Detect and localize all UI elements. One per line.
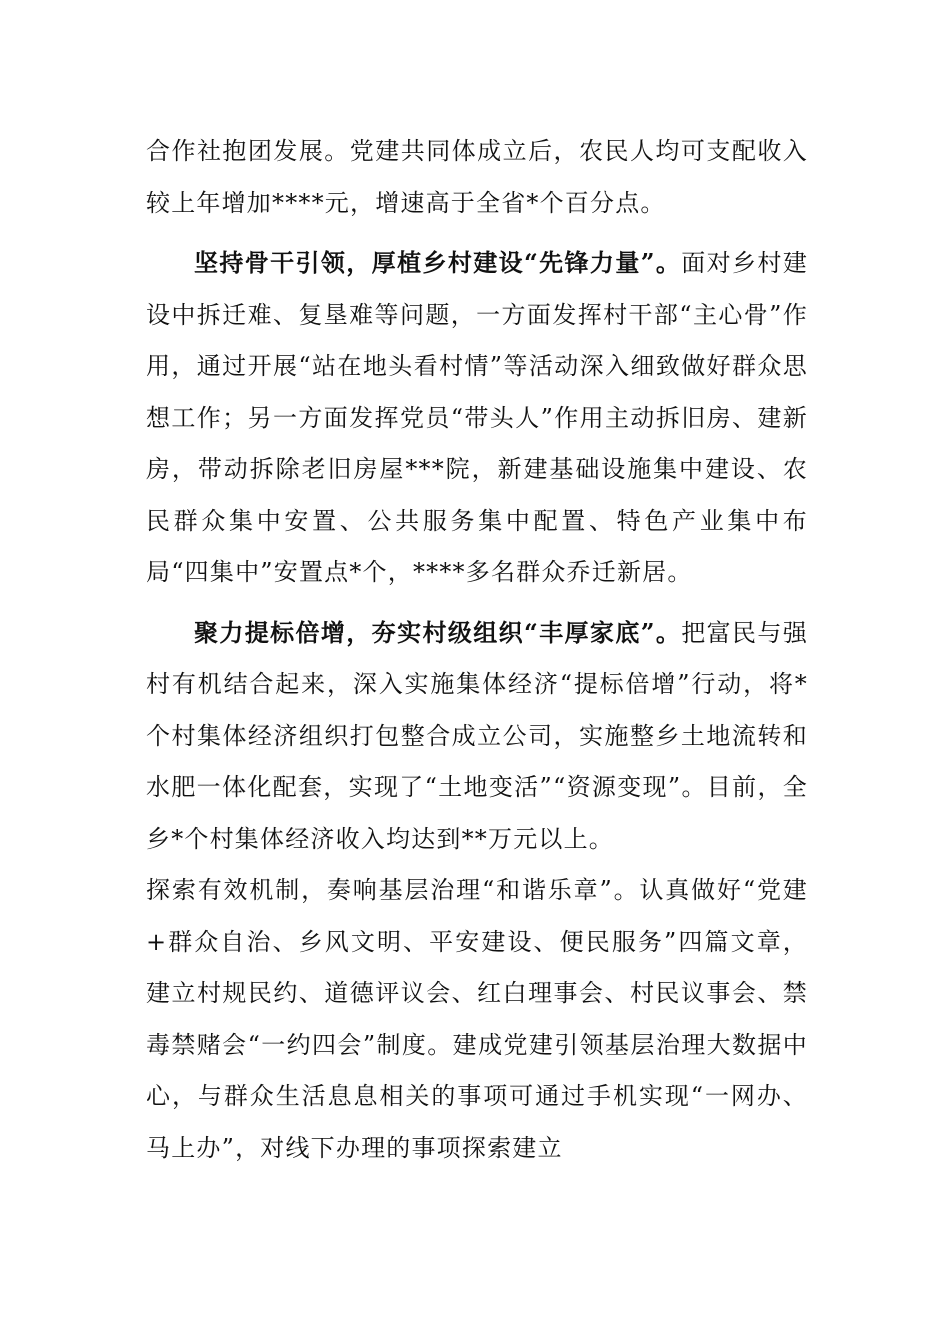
- paragraph-3: [146, 607, 808, 866]
- paragraph-1: [146, 126, 808, 229]
- paragraph-3-lead: 聚力提标倍增，夯实村级组织“丰厚家底”。: [194, 617, 682, 647]
- paragraph-2-text: 面对乡村建设中拆迁难、复垦难等问题，一方面发挥村干部“主心骨”作用，通过开展“站在地头看村情”等活动深入细致做好群众思想工作；另一方面发挥党员“带头人”作用主动拆旧房、建新房，带动拆除老旧房屋***院，新建基础设施集中建设、农民群众集中安置、公共服务集中配置、特色产业集中布局“四集中”安置点*个，****多名群众乔迁新居。: [146, 249, 809, 586]
- paragraph-1-text: 合作社抱团发展。党建共同体成立后，农民人均可支配收入较上年增加****元，增速高于全省*个百分点。: [146, 137, 808, 217]
- document-body: [146, 126, 808, 1174]
- paragraph-3-text: 把富民与强村有机结合起来，深入实施集体经济“提标倍增”行动，将*个村集体经济组织打包整合成立公司，实施整乡土地流转和水肥一体化配套，实现了“土地变活”“资源变现”。目前，全乡*个村集体经济收入均达到**万元以上。: [146, 618, 809, 853]
- paragraph-2-lead: 坚持骨干引领，厚植乡村建设“先锋力量”。: [194, 248, 682, 277]
- paragraph-4: [146, 865, 808, 1174]
- paragraph-4-text: 探索有效机制，奏响基层治理“和谐乐章”。认真做好“党建+群众自治、乡风文明、平安建设、便民服务”四篇文章，建立村规民约、道德评议会、红白理事会、村民议事会、禁毒禁赌会“一约四会”制度。建成党建引领基层治理大数据中心，与群众生活息息相关的事项可通过手机实现“一网办、马上办”，对线下办理的事项探索建立: [146, 876, 808, 1162]
- paragraph-2: [146, 237, 808, 599]
